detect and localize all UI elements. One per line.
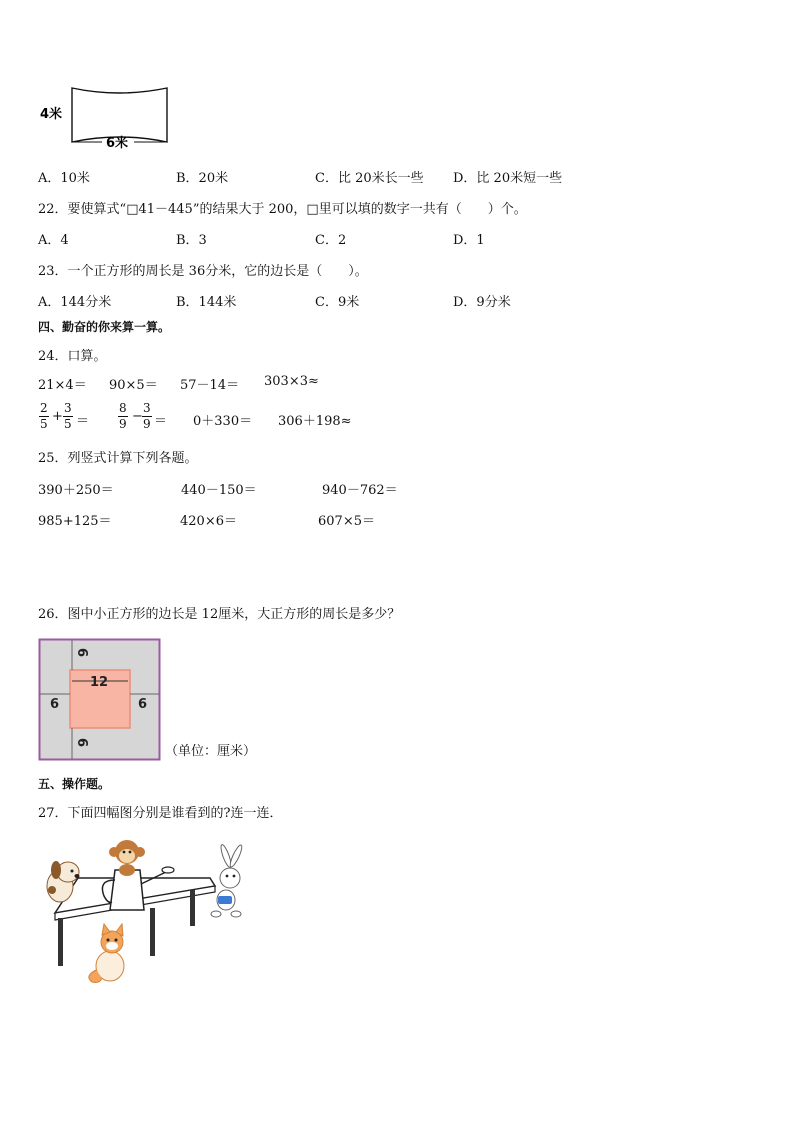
table-leg	[150, 908, 155, 956]
q24-item-7: 0＋330＝	[193, 414, 253, 429]
q22-question: 22．要使算式“□41－445”的结果大于 200，□里可以填的数字一共有（ ）个。	[38, 202, 527, 217]
table-leg	[190, 890, 195, 926]
q25-item-5: 420×6＝	[180, 514, 237, 529]
fraction-3-5: $\frac{3}{5}$	[64, 401, 72, 431]
q27-scene	[40, 838, 255, 988]
q23-question: 23．一个正方形的周长是 36分米，它的边长是（ ）。	[38, 264, 368, 279]
q26-figure	[38, 638, 162, 762]
top-margin-label: 6	[74, 648, 89, 658]
fraction-2-5: $\frac{2}{5}$	[40, 401, 48, 431]
q21-option-b[interactable]: B．20米	[176, 171, 229, 186]
q22-option-b[interactable]: B．3	[176, 233, 207, 248]
q25-item-4: 985+125＝	[38, 514, 112, 529]
unit-label: （单位：厘米）	[165, 744, 257, 759]
fraction-3-9: $\frac{3}{9}$	[143, 401, 151, 431]
q24-item-2: 90×5＝	[109, 378, 158, 393]
q22-option-a[interactable]: A．4	[38, 233, 69, 248]
table-leg	[58, 918, 63, 966]
q24-question: 24．口算。	[38, 349, 107, 364]
right-margin-label: 6	[138, 697, 148, 712]
curved-shape	[72, 88, 167, 142]
left-margin-label: 6	[50, 697, 60, 712]
q26-question: 26．图中小正方形的边长是 12厘米，大正方形的周长是多少？	[38, 607, 401, 622]
q25-item-6: 607×5＝	[318, 514, 375, 529]
q21-option-a[interactable]: A．10米	[38, 171, 90, 186]
minus-sign: −	[132, 409, 143, 424]
equals-sign: ＝	[154, 414, 168, 429]
q23-option-c[interactable]: C．9米	[315, 295, 360, 310]
cat-icon	[89, 924, 124, 983]
q21-option-d[interactable]: D．比 20米短一些	[453, 171, 563, 186]
plus-sign: +	[52, 409, 63, 424]
q23-option-b[interactable]: B．144米	[176, 295, 237, 310]
bottom-margin-label: 6	[74, 738, 89, 748]
width-label: 6米	[106, 136, 129, 151]
q21-option-c[interactable]: C．比 20米长一些	[315, 171, 424, 186]
q24-item-1: 21×4＝	[38, 378, 87, 393]
q27-question: 27．下面四幅图分别是谁看到的?连一连．	[38, 806, 283, 821]
q25-item-3: 940－762＝	[322, 483, 398, 498]
q25-item-1: 390＋250＝	[38, 483, 114, 498]
q24-item-4: 303×3≈	[264, 374, 319, 389]
q22-option-d[interactable]: D．1	[453, 233, 485, 248]
section-4-title: 四、勤奋的你来算一算。	[38, 320, 171, 334]
q21-figure	[36, 82, 176, 154]
rabbit-icon	[211, 844, 244, 917]
q25-item-2: 440－150＝	[181, 483, 257, 498]
q22-option-c[interactable]: C．2	[315, 233, 347, 248]
height-label: 4米	[40, 107, 63, 122]
q23-option-a[interactable]: A．144分米	[38, 295, 112, 310]
q23-option-d[interactable]: D．9分米	[453, 295, 511, 310]
fraction-8-9: $\frac{8}{9}$	[119, 401, 127, 431]
equals-sign: ＝	[76, 414, 90, 429]
q24-item-8: 306＋198≈	[278, 414, 352, 429]
q24-item-3: 57－14＝	[180, 378, 240, 393]
section-5-title: 五、操作题。	[38, 777, 111, 791]
inner-side-label: 12	[90, 675, 109, 690]
q25-question: 25．列竖式计算下列各题。	[38, 451, 198, 466]
